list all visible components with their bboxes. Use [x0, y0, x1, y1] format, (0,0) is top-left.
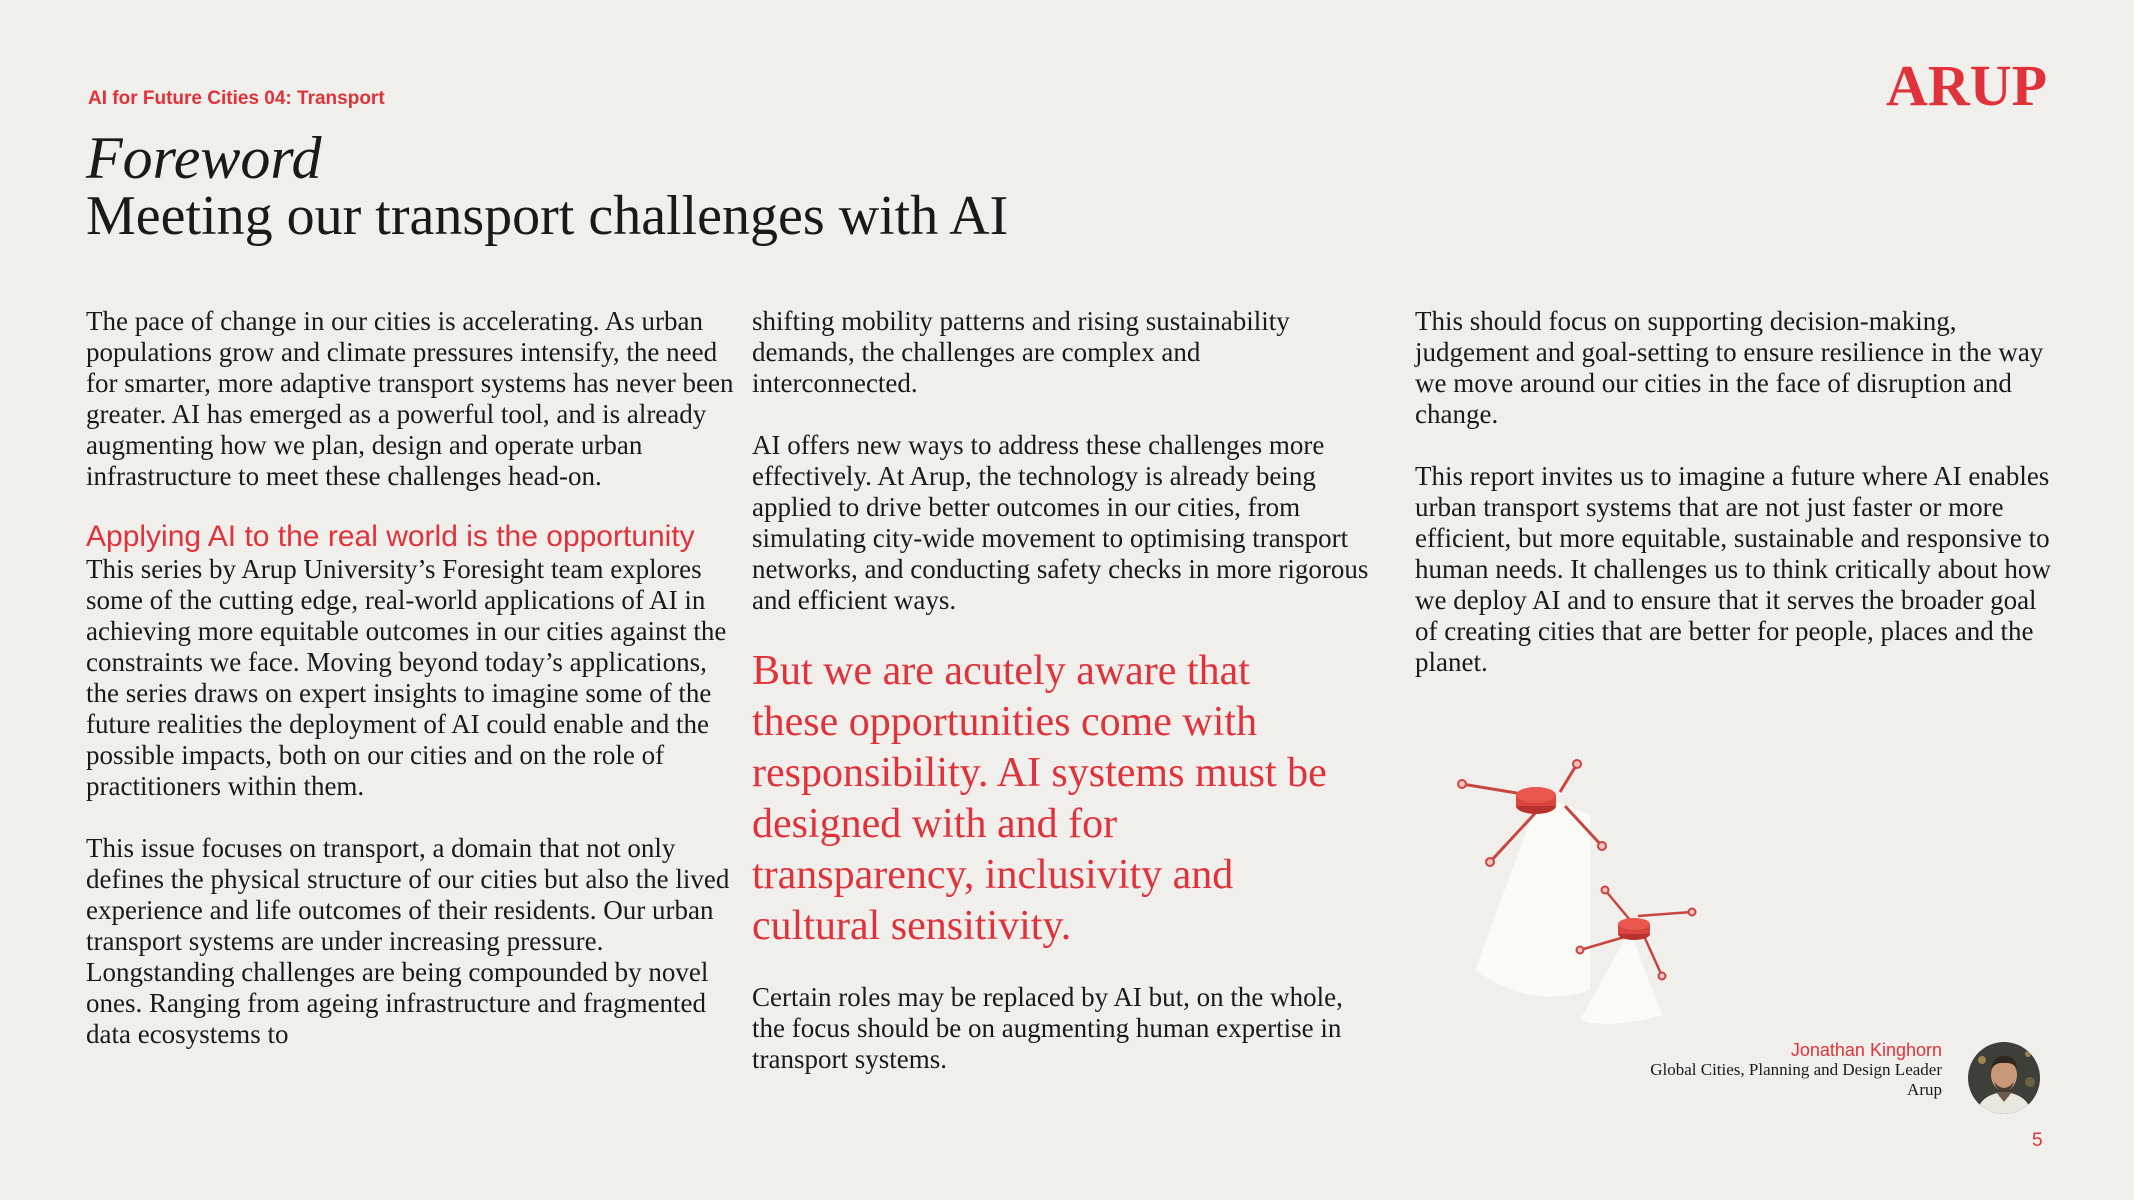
column-2: [752, 306, 1372, 1075]
author-role: Global Cities, Planning and Design Leader: [1650, 1060, 1942, 1079]
author-block: [1650, 1040, 1942, 1100]
paragraph: Certain roles may be replaced by AI but, on the whole, the focus should be on augmenting human expertise in transport systems.: [752, 982, 1343, 1074]
paragraph: The pace of change in our cities is accelerating. As urban populations grow and climate pressures intensify, the need for smarter, more adaptive transport systems has never been greater. AI has emerged as a powerful tool, and is already augmenting how we plan, design and operate urban infrastructure to meet these challenges head-on.: [86, 306, 734, 491]
paragraph: shifting mobility patterns and rising sustainability demands, the challenges are complex and interconnected.: [752, 306, 1290, 398]
author-org: Arup: [1907, 1080, 1942, 1099]
series-label: AI for Future Cities 04: Transport: [88, 88, 385, 109]
light-beam-small: [1580, 930, 1662, 1024]
subheading: Applying AI to the real world is the opportunity: [86, 520, 695, 553]
author-name: Jonathan Kinghorn: [1790, 1040, 1942, 1060]
light-beam-large: [1475, 795, 1590, 997]
drone-icon: [1440, 740, 1720, 1040]
paragraph: AI offers new ways to address these challenges more effectively. At Arup, the technology is already being applied to drive better outcomes in our cities, from simulating city-wide movement to optimising transport networks, and conducting safety checks in more rigorous and efficient ways.: [752, 430, 1369, 615]
page-title: Meeting our transport challenges with AI: [86, 185, 1009, 247]
column-3: [1415, 306, 2055, 678]
arup-logo: ARUP: [1886, 53, 2048, 118]
pull-quote: But we are acutely aware that these opportunities come with responsibility. AI systems must be designed with and for transparency, inclusivity and cultural sensitivity.: [752, 648, 1327, 949]
paragraph: This series by Arup University’s Foresight team explores some of the cutting edge, real-world applications of AI in achieving more equitable outcomes in our cities against the constraints we face. Moving beyond today’s applications, the series draws on expert insights to imagine some of the future realities the deployment of AI could enable and the possible impacts, both on our cities and on the role of practitioners within them.: [86, 554, 727, 801]
section-label: Foreword: [86, 125, 322, 191]
paragraph: This should focus on supporting decision-making, judgement and goal-setting to ensure resilience in the way we move around our cities in the face of disruption and change.: [1415, 306, 2044, 429]
paragraph: This report invites us to imagine a future where AI enables urban transport systems that are not just faster or more efficient, but more equitable, sustainable and responsive to human needs. It challenges us to think critically about how we deploy AI and to ensure that it serves the broader goal of creating cities that are better for people, places and the planet.: [1415, 461, 2051, 677]
page-number: 5: [2032, 1130, 2043, 1151]
avatar: [1968, 1042, 2040, 1114]
column-1: [86, 306, 746, 1050]
paragraph: This issue focuses on transport, a domain that not only defines the physical structure of our cities but also the lived experience and life outcomes of their residents. Our urban transport systems are under increasing pressure. Longstanding challenges are being compounded by novel ones. Ranging from ageing infrastructure and fragmented data ecosystems to: [86, 833, 730, 1049]
